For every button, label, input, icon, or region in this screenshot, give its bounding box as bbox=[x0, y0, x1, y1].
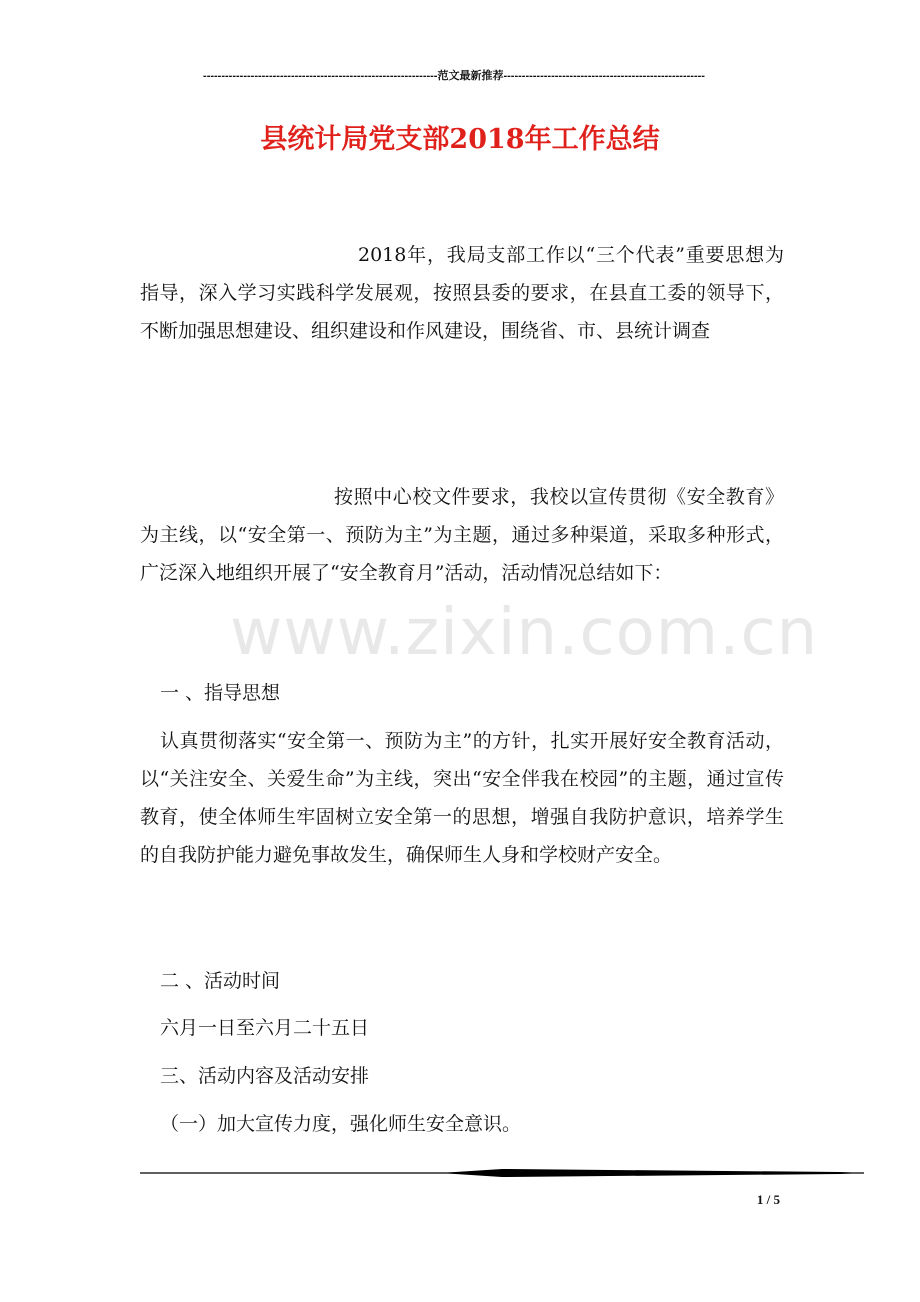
section-item-publicity: （一）加大宣传力度，强化师生安全意识。 bbox=[160, 1113, 522, 1135]
page-header: ----------------------------------------------------------------范文最新推荐------------------------------------------------------- bbox=[203, 70, 705, 82]
section-body-guiding-thought: 认真贯彻落实“安全第一、预防为主”的方针，扎实开展好安全教育活动，以“关注安全、关爱生命”为主线，突出“安全伴我在校园”的主题，通过宣传教育，使全体师生牢固树立安全第一的思想，增强自我防护意识，培养学生的自我防护能力避免事故发生，确保师生人身和学校财产安全。 bbox=[140, 730, 784, 866]
paragraph-safety-intro: 按照中心校文件要求，我校以宣传贯彻《安全教育》为主线，以“安全第一、预防为主”为主题，通过多种渠道，采取多种形式，广泛深入地组织开展了“安全教育月”活动，活动情况总结如下： bbox=[140, 486, 784, 584]
section-heading-activity-time: 二 、活动时间 bbox=[160, 970, 281, 992]
document-title: 县统计局党支部2018年工作总结 bbox=[260, 124, 660, 155]
footer-rule bbox=[140, 1166, 864, 1180]
watermark: www.zixin.com.cn bbox=[230, 596, 819, 670]
section-body-activity-time: 六月一日至六月二十五日 bbox=[160, 1017, 370, 1039]
section-heading-activity-content: 三、活动内容及活动安排 bbox=[160, 1065, 370, 1087]
page-number: 1 / 5 bbox=[756, 1192, 780, 1207]
section-heading-guiding-thought: 一 、指导思想 bbox=[160, 682, 281, 704]
paragraph-intro: 2018年，我局支部工作以“三个代表”重要思想为指导，深入学习实践科学发展观，按照县委的要求，在县直工委的领导下，不断加强思想建设、组织建设和作风建设，围绕省、市、县统计调查 bbox=[140, 244, 784, 342]
